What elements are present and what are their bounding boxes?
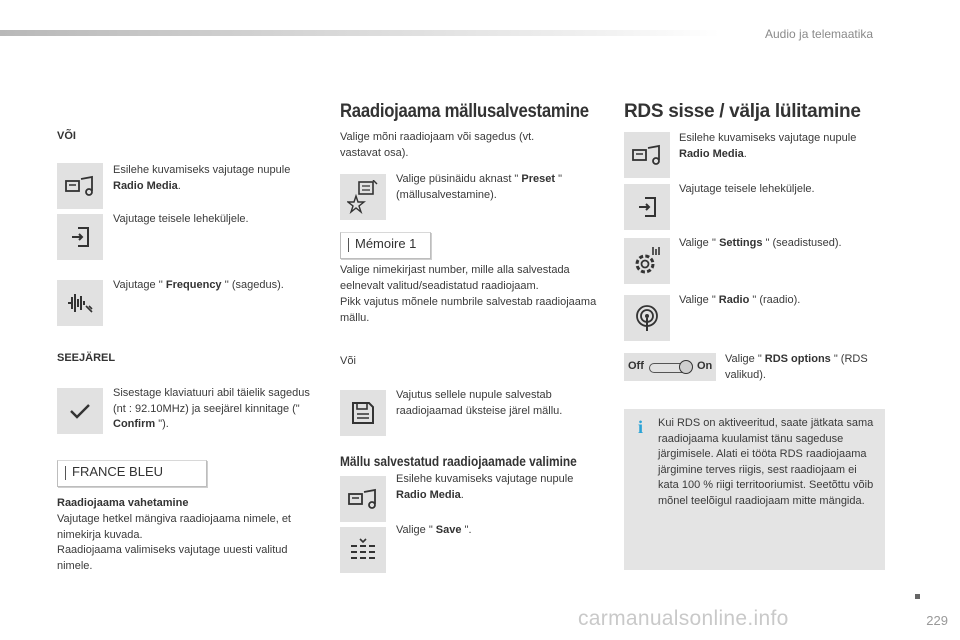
- toggle-knob: [679, 360, 693, 374]
- button-cursor-bar: [348, 238, 349, 252]
- info-box: [624, 409, 885, 570]
- confirm-check-icon: [57, 388, 103, 434]
- button-cursor-bar: [65, 466, 66, 480]
- save-icon: [340, 390, 386, 436]
- right-step2-text: Vajutage teisele leheküljele.: [679, 183, 815, 195]
- next-page-icon: [57, 214, 103, 260]
- radio-media-icon-2: [340, 476, 386, 522]
- settings-gear-icon: [624, 238, 670, 284]
- right-step1-text: Esilehe kuvamiseks vajutage nupule Radio Media.: [679, 132, 857, 160]
- preset-step-text: Valige püsinäidu aknast " Preset " (mällusalvestamine).: [396, 173, 563, 201]
- right-step4-text: Valige " Radio " (raadio).: [679, 294, 801, 306]
- middle-list-text2: Pikk vajutus mõnele numbrile salvestab raadiojaama mällu.: [340, 296, 597, 324]
- frequency-icon: [57, 280, 103, 326]
- preset-icon: [340, 174, 386, 220]
- change-station-title: Raadiojaama vahetamine: [57, 497, 189, 509]
- save-step-text: Vajutus sellele nupule salvestab raadiojaamad üksteise järel mällu.: [396, 389, 563, 417]
- right-step3-text: Valige '' Settings " (seadistused).: [679, 237, 842, 249]
- right-step5-text: Valige " RDS options " (RDS valikud).: [725, 353, 868, 381]
- left-step2-text: Vajutage teisele leheküljele.: [113, 213, 249, 225]
- change-station-text1: Vajutage hetkel mängiva raadiojaama nimele, et nimekirja kuvada.: [57, 513, 291, 541]
- or-label: Või: [340, 355, 356, 367]
- voi-label: VÕI: [57, 130, 76, 142]
- info-text: Kui RDS on aktiveeritud, saate jätkata sama raadiojaama kuulamist tänu sageduse järgimisele. Alati ei tööta RDS raadiojaama järgimine terves riigis, sest raadiojaam ei kata 100 % riigi territooriumist. Seetõttu võib mõnel teelõigul raadiojaam mitte mängida.: [658, 417, 874, 507]
- toggle-on-label: On: [697, 360, 713, 372]
- station-list-icon: [340, 527, 386, 573]
- station-name-label: FRANCE BLEU: [72, 464, 164, 479]
- left-step3-text: Vajutage '' Frequency '' (sagedus).: [113, 279, 284, 291]
- page-dot: [915, 594, 920, 599]
- section-header: Audio ja telemaatika: [765, 27, 874, 41]
- middle-intro: Valige mõni raadiojaam või sagedus (vt. vastavat osa).: [340, 131, 535, 159]
- radio-media-icon: [57, 163, 103, 209]
- header-gradient-bar: [0, 30, 720, 36]
- sub-step2-text: Valige " Save ".: [396, 524, 472, 536]
- radio-icon: [624, 295, 670, 341]
- seejarel-label: SEEJÄREL: [57, 352, 116, 364]
- memory-button-label: Mémoire 1: [355, 236, 417, 251]
- change-station-text2: Raadiojaama valimiseks vajutage uuesti valitud nimele.: [57, 544, 288, 572]
- toggle-off-label: Off: [628, 360, 644, 372]
- right-title: RDS sisse / välja lülitamine: [624, 101, 861, 122]
- left-step4-text: Sisestage klaviatuuri abil täielik sagedus (nt : 92.10MHz) ja seejärel kinnitage (" Confirm ").: [113, 387, 310, 430]
- rds-toggle-switch: [624, 353, 716, 381]
- info-icon: i: [638, 417, 644, 437]
- radio-media-icon-3: [624, 132, 670, 178]
- middle-list-text1: Valige nimekirjast number, mille alla salvestada eelnevalt valitud/seadistatud raadiojaam.: [340, 264, 570, 292]
- middle-subtitle: Mällu salvestatud raadiojaamade valimine: [340, 453, 577, 469]
- sub-step1-text: Esilehe kuvamiseks vajutage nupule Radio Media.: [396, 473, 574, 501]
- station-name-button[interactable]: [57, 460, 207, 487]
- page-number: 229: [926, 613, 948, 628]
- left-step1-text: Esilehe kuvamiseks vajutage nupule Radio Media.: [113, 164, 291, 192]
- memory-button[interactable]: [340, 232, 431, 259]
- watermark: carmanualsonline.info: [578, 607, 789, 630]
- next-page-icon-2: [624, 184, 670, 230]
- middle-title: Raadiojaama mällusalvestamine: [340, 101, 589, 122]
